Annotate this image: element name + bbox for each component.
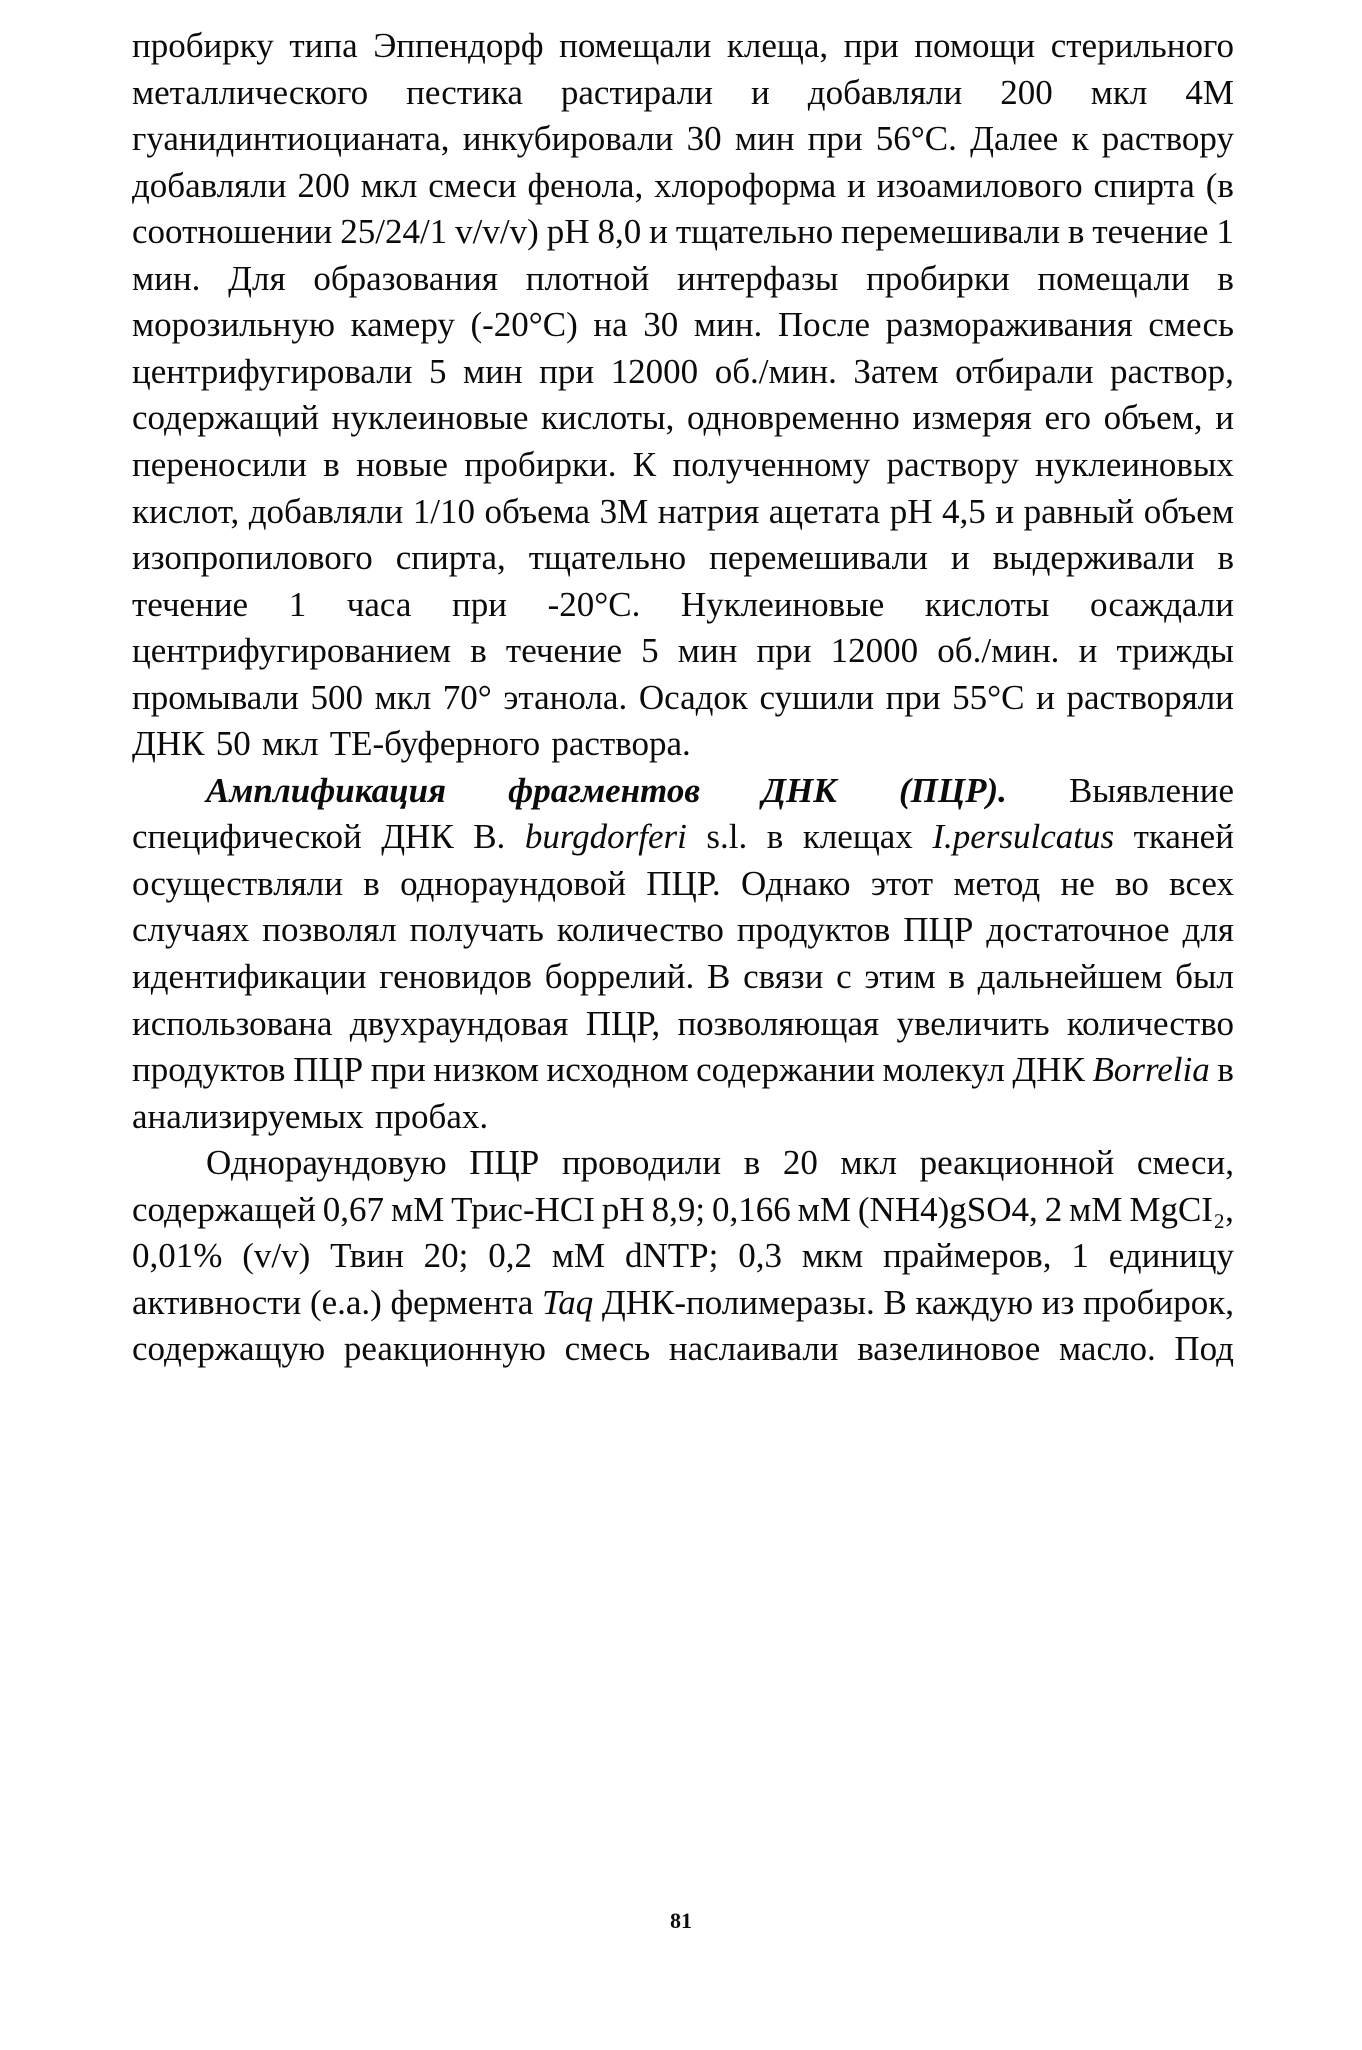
text-word: В — [706, 957, 731, 996]
text-word: спирта, — [395, 538, 506, 578]
text-word: ПЦР, — [585, 1003, 661, 1043]
text-word: позволяющая — [677, 1003, 880, 1043]
text-word: 55°С — [952, 677, 1025, 717]
text-word: Под — [1174, 1329, 1234, 1369]
text-word: ПЦР — [903, 910, 974, 950]
text-word: спирта — [1093, 165, 1195, 205]
text-word: нуклеиновых — [1035, 444, 1234, 484]
text-word: центрифугировали — [132, 351, 413, 391]
text-word: В — [883, 1282, 907, 1322]
text-word: (NH4)gSO4, — [857, 1189, 1038, 1229]
text-word: инкубировали — [462, 119, 674, 159]
text-word: смесь — [1148, 305, 1234, 345]
text-word: в — [766, 817, 784, 857]
text-word: 1 — [1216, 212, 1234, 252]
text-word: этим — [864, 957, 936, 996]
text-word: и — [649, 212, 668, 252]
text-word: тканей — [1133, 817, 1234, 857]
text-word: 56°С. — [875, 119, 957, 159]
text-word: Однораундовую — [206, 1143, 447, 1183]
text-word: измеряя — [912, 398, 1032, 438]
text-word: продуктов — [132, 1050, 286, 1090]
text-word: мин. — [693, 305, 763, 345]
text-word: мкм — [801, 1236, 864, 1276]
text-word: ацетата — [768, 491, 881, 531]
text-word: рН — [546, 212, 590, 252]
text-word: перемешивали — [709, 538, 928, 578]
text-word: течение — [505, 631, 622, 671]
text-word: К — [632, 444, 657, 484]
text-word: кислот, — [132, 491, 240, 531]
text-word: переносили — [132, 444, 307, 484]
text-word: 0,2 — [488, 1236, 532, 1276]
text-word: течение — [1092, 212, 1209, 252]
text-word: праймеров, — [883, 1236, 1052, 1276]
text-word: и — [1215, 398, 1234, 438]
text-word: Затем — [853, 351, 939, 391]
text-word: изоамилового — [876, 165, 1083, 205]
emphasized-word: burgdorferi — [524, 817, 687, 857]
text-word: геновидов — [379, 957, 532, 996]
text-word: об./мин. — [937, 631, 1060, 671]
text-word: Нуклеиновые — [680, 584, 885, 624]
text-word: 200 — [1000, 72, 1053, 112]
text-word: образования — [313, 258, 498, 298]
text-word: 200 — [297, 165, 350, 205]
text-word: B. — [473, 817, 506, 857]
text-word: боррелий. — [544, 957, 695, 996]
text-word: 0,166 — [711, 1189, 791, 1229]
text-word: реакционную — [343, 1329, 546, 1369]
text-word: достаточное — [986, 910, 1170, 950]
text-word: при — [756, 631, 812, 671]
text-word: добавляли — [248, 491, 404, 531]
text-word: и — [1036, 677, 1055, 717]
text-word: фенола, — [527, 165, 644, 205]
text-word: мин — [734, 119, 795, 159]
text-word: осуществляли — [132, 863, 343, 903]
emphasized-word: (ПЦР). — [899, 770, 1007, 810]
text-word: низком — [433, 1050, 539, 1090]
text-word: единицу — [1108, 1236, 1234, 1276]
text-word: (в — [1205, 165, 1234, 205]
text-word: наслаивали — [668, 1329, 839, 1369]
text-word: при — [539, 351, 595, 391]
text-word: сушили — [759, 677, 874, 717]
text-word: Эппендорф — [373, 26, 544, 65]
text-word: однораундовой — [400, 863, 626, 903]
text-word: увеличить — [896, 1003, 1050, 1043]
text-word: мин. — [132, 258, 201, 298]
text-word: пробирок, — [1082, 1282, 1234, 1322]
text-word: в — [1217, 1050, 1234, 1090]
text-word: промывали — [132, 677, 299, 717]
text-word: и — [950, 538, 970, 578]
text-word: 500 — [310, 677, 363, 717]
text-word: 12000 — [610, 351, 699, 391]
text-word: кислоты — [924, 584, 1050, 624]
text-word: трижды — [1116, 631, 1234, 671]
text-word: проводили — [561, 1143, 722, 1183]
text-word: 2 — [1044, 1189, 1063, 1229]
text-word: интерфазы — [677, 258, 839, 298]
text-word: ДНК — [381, 817, 454, 857]
text-word: рН — [889, 491, 933, 531]
text-word: мМ — [797, 1189, 851, 1229]
text-word: при — [370, 1050, 426, 1090]
text-word: пестика — [406, 72, 523, 112]
text-word: 1/10 — [412, 491, 475, 531]
text-word: нуклеиновые — [331, 398, 529, 438]
text-word: специфической — [132, 817, 362, 857]
text-word: его — [1044, 398, 1091, 438]
text-word: ТЕ-буферного — [329, 724, 541, 764]
text-word: 3М — [599, 491, 649, 531]
text-word: морозильную — [132, 305, 336, 345]
text-word: помещали — [1037, 258, 1190, 298]
text-word: мкл — [360, 165, 418, 205]
text-word: и — [751, 72, 770, 112]
text-word: (v/v) — [242, 1236, 311, 1276]
text-word: тщательно — [528, 538, 687, 578]
text-word: молекул — [882, 1050, 1005, 1090]
text-word: и — [847, 165, 866, 205]
text-word: смесь — [564, 1329, 651, 1369]
text-word: 12000 — [830, 631, 919, 671]
text-word: осаждали — [1090, 584, 1234, 624]
emphasized-word: Borrelia — [1092, 1050, 1210, 1090]
text-word: для — [1182, 910, 1234, 950]
text-word: растворяли — [1066, 677, 1234, 717]
text-word: пробирки. — [464, 444, 617, 484]
text-word: мМ — [1069, 1189, 1123, 1229]
page-number: 81 — [670, 1908, 692, 1933]
text-word: мкл — [1090, 72, 1148, 112]
text-word: плотной — [525, 258, 650, 298]
text-word: исходном — [546, 1050, 689, 1090]
text-word: отбирали — [955, 351, 1094, 391]
text-word: часа — [346, 584, 412, 624]
text-word: масло. — [1059, 1329, 1156, 1369]
text-word: добавляли — [807, 72, 963, 112]
text-word: стерильного — [1050, 26, 1234, 65]
text-word: и — [995, 491, 1015, 531]
text-word: 50 — [215, 724, 251, 764]
text-word: 0,67 — [322, 1189, 384, 1229]
text-word: типа — [289, 26, 358, 65]
text-word: в — [1217, 258, 1234, 298]
text-word: новые — [356, 444, 448, 484]
text-word: Осадок — [638, 677, 748, 717]
text-word: Твин — [330, 1236, 404, 1276]
text-word: в — [948, 957, 965, 996]
text-word: 8,9; — [651, 1189, 706, 1229]
emphasized-word: I.persulcatus — [932, 817, 1115, 857]
text-word: добавляли — [132, 165, 287, 205]
text-word: содержащий — [132, 398, 319, 438]
text-word: ДНК — [1012, 1050, 1085, 1090]
text-word: Для — [228, 258, 286, 298]
text-word: растирали — [560, 72, 714, 112]
text-word: 30 — [643, 305, 679, 345]
text-word: продуктов — [736, 910, 891, 950]
text-word: 5 — [428, 351, 447, 391]
emphasized-word: Taq — [541, 1282, 594, 1322]
text-word: натрия — [657, 491, 760, 531]
text-word: хлороформа — [654, 165, 837, 205]
text-word: смеси — [428, 165, 517, 205]
text-word: при — [843, 26, 899, 65]
text-line — [132, 1321, 1234, 1377]
text-word: 20 — [782, 1143, 818, 1183]
text-word: при — [807, 119, 863, 159]
emphasized-word: ДНК — [762, 770, 837, 810]
text-word: об./мин. — [714, 351, 837, 391]
text-word: в — [323, 444, 340, 484]
text-word: в — [363, 863, 380, 903]
text-word: ДНК-полимеразы. — [601, 1282, 875, 1322]
text-word: метод — [953, 863, 1041, 903]
text-word: содержании — [696, 1050, 875, 1090]
text-word: при — [885, 677, 941, 717]
text-word: перемешивали — [841, 212, 1060, 252]
text-word: (-20°С) — [470, 305, 578, 345]
text-word: помещали — [559, 26, 712, 65]
text-word: мкл — [840, 1143, 898, 1183]
text-word: идентификации — [132, 957, 367, 996]
text-word: -20°С. — [547, 584, 641, 624]
text-word: содержащую — [132, 1329, 326, 1369]
text-word: мкл — [374, 677, 432, 717]
text-word: ПЦР — [469, 1143, 540, 1183]
text-word: двухраундовая — [349, 1003, 569, 1043]
text-word: не — [1060, 863, 1095, 903]
text-word: 4М — [1185, 72, 1234, 112]
text-word: 30 — [686, 119, 722, 159]
text-word: Далее — [970, 119, 1059, 159]
text-word: объем — [1143, 491, 1234, 531]
text-word: раствора. — [551, 724, 691, 764]
text-word: соотношении — [132, 212, 333, 252]
text-word: мМ — [551, 1236, 606, 1276]
text-word: Трис-HCI — [451, 1189, 595, 1229]
text-word: клеща, — [726, 26, 829, 65]
text-word: активности — [132, 1282, 302, 1322]
text-word: 70° — [442, 677, 492, 717]
text-word: 4,5 — [942, 491, 986, 531]
text-word: одновременно — [687, 398, 900, 438]
text-word: 20; — [423, 1236, 469, 1276]
text-word: раствору — [1101, 119, 1234, 159]
text-word: течение — [132, 584, 249, 624]
text-word: получать — [409, 910, 544, 950]
text-word: в — [1067, 212, 1085, 252]
text-word: 25/24/1 — [340, 212, 448, 252]
text-word: (е.а.) — [309, 1282, 382, 1322]
text-word: содержащей — [132, 1189, 316, 1229]
emphasized-word: фрагментов — [508, 770, 700, 810]
text-word: всех — [1169, 863, 1234, 903]
text-word: объем, — [1103, 398, 1203, 438]
text-word: смеси, — [1136, 1143, 1234, 1183]
text-word: рН — [601, 1189, 645, 1229]
text-word: объема — [484, 491, 591, 531]
text-word: в — [1217, 538, 1234, 578]
text-word: вазелиновое — [857, 1329, 1041, 1369]
text-word: равный — [1023, 491, 1135, 531]
text-word: MgCI₂, — [1129, 1189, 1234, 1229]
text-word: этанола. — [503, 677, 628, 717]
text-word: v/v/v) — [455, 212, 539, 252]
text-word: 1 — [288, 584, 307, 624]
text-word: анализируемых — [132, 1096, 364, 1136]
text-word: этот — [870, 863, 934, 903]
text-word: мин — [677, 631, 738, 671]
text-word: в — [743, 1143, 761, 1183]
text-word: в — [470, 631, 487, 671]
emphasized-word: Амплификация — [206, 770, 447, 810]
text-word: центрифугированием — [132, 631, 452, 671]
text-word: 0,01% — [132, 1236, 223, 1276]
text-word: помощи — [914, 26, 1036, 65]
text-word: во — [1115, 863, 1149, 903]
text-word: пробах. — [374, 1096, 489, 1136]
text-word: ПЦР — [293, 1050, 364, 1090]
text-word: к — [1071, 119, 1089, 159]
text-word: раствору — [886, 444, 1019, 484]
text-word: 5 — [641, 631, 659, 671]
text-word: случаях — [132, 910, 250, 950]
text-word: 8,0 — [597, 212, 642, 252]
text-word: Однако — [740, 863, 851, 903]
text-word: мин — [463, 351, 523, 391]
text-word: фермента — [390, 1282, 534, 1322]
text-word: клещах — [802, 817, 913, 857]
text-word: дальнейшем — [977, 957, 1163, 996]
text-word: пробирку — [132, 26, 274, 65]
text-word: выдерживали — [992, 538, 1195, 578]
text-word: количество — [556, 910, 724, 950]
text-word: на — [593, 305, 628, 345]
text-word: реакционной — [919, 1143, 1115, 1183]
text-word: металлического — [132, 72, 369, 112]
text-word: 0,3 — [738, 1236, 782, 1276]
text-word: 1 — [1071, 1236, 1089, 1276]
text-word: изопропилового — [132, 538, 373, 578]
text-word: связи — [743, 957, 824, 996]
text-word: тщательно — [675, 212, 834, 252]
text-word: s.l. — [706, 817, 748, 857]
text-word: раствор, — [1110, 351, 1234, 391]
text-word: мкл — [261, 724, 319, 764]
text-word: Выявление — [1068, 770, 1234, 810]
text-word: размораживания — [885, 305, 1133, 345]
text-word: мМ — [390, 1189, 445, 1229]
text-word: камеру — [350, 305, 455, 345]
text-word: пробирки — [866, 258, 1010, 298]
text-word: каждую — [915, 1282, 1034, 1322]
text-word: с — [836, 957, 852, 996]
text-word: полученному — [672, 444, 871, 484]
text-word: ПЦР. — [646, 863, 721, 903]
text-word: при — [452, 584, 507, 624]
text-word: был — [1175, 957, 1234, 996]
text-word: и — [1078, 631, 1098, 671]
text-word: dNTP; — [625, 1236, 719, 1276]
text-word: кислоты, — [541, 398, 675, 438]
text-word: После — [777, 305, 871, 345]
text-word: позволял — [262, 910, 397, 950]
text-word: количество — [1066, 1003, 1234, 1043]
text-word: гуанидинтиоцианата, — [132, 119, 450, 159]
text-word: из — [1041, 1282, 1075, 1322]
text-word: ДНК — [132, 724, 205, 764]
text-word: использована — [132, 1003, 333, 1043]
